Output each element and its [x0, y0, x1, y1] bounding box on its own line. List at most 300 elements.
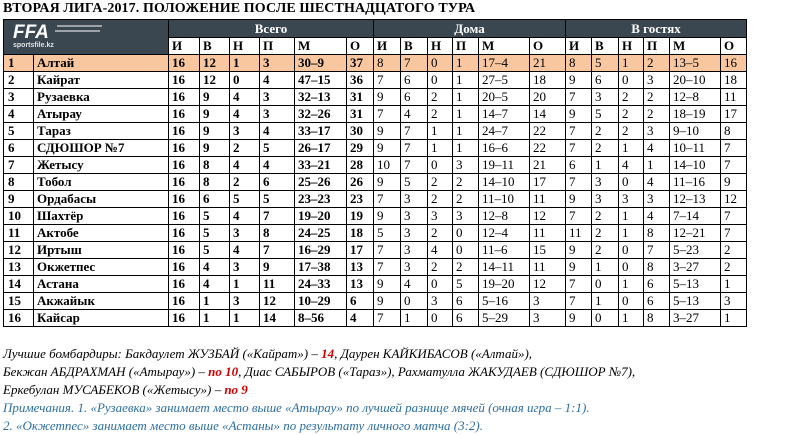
away-stat-cell: 0 [619, 242, 644, 259]
table-row [4, 259, 747, 276]
total-stat-cell: 16 [169, 191, 200, 208]
column-header-home-4: М [479, 38, 530, 55]
home-stat-cell: 21 [530, 55, 566, 72]
page-title: ВТОРАЯ ЛИГА-2017. ПОЛОЖЕНИЕ ПОСЛЕ ШЕСТНАДЦАТОГО ТУРА [3, 1, 476, 16]
home-stat-cell: 24–7 [479, 123, 530, 140]
away-stat-cell: 2 [644, 89, 670, 106]
away-stat-cell: 1 [619, 208, 644, 225]
table-row [4, 72, 747, 89]
total-stat-cell: 1 [200, 310, 230, 327]
position-cell: 14 [4, 276, 34, 293]
away-stat-cell: 18–19 [670, 106, 721, 123]
total-stat-cell: 7 [260, 242, 295, 259]
away-stat-cell: 0 [619, 72, 644, 89]
team-name-cell: Жетысу [34, 157, 169, 174]
away-stat-cell: 9 [566, 242, 592, 259]
team-name-cell: Окжетпес [34, 259, 169, 276]
away-stat-cell: 12–21 [670, 225, 721, 242]
home-stat-cell: 7 [374, 259, 401, 276]
column-header-home-0: И [374, 38, 401, 55]
team-name-cell: Алтай [34, 55, 169, 72]
away-stat-cell: 3 [592, 89, 619, 106]
away-stat-cell: 3 [721, 293, 747, 310]
away-stat-cell: 3 [644, 123, 670, 140]
total-stat-cell: 24–33 [295, 276, 347, 293]
position-cell: 12 [4, 242, 34, 259]
total-stat-cell: 32–13 [295, 89, 347, 106]
home-stat-cell: 6 [453, 310, 479, 327]
total-stat-cell: 13 [347, 259, 374, 276]
total-stat-cell: 13 [347, 276, 374, 293]
table-row [4, 55, 747, 72]
home-stat-cell: 3 [401, 225, 428, 242]
home-stat-cell: 5–29 [479, 310, 530, 327]
table-row [4, 225, 747, 242]
total-stat-cell: 4 [200, 259, 230, 276]
home-stat-cell: 1 [428, 140, 453, 157]
home-stat-cell: 9 [374, 140, 401, 157]
away-stat-cell: 9 [566, 106, 592, 123]
scorers-line-1 [3, 346, 532, 362]
away-stat-cell: 2 [592, 123, 619, 140]
away-stat-cell: 1 [619, 140, 644, 157]
home-stat-cell: 1 [453, 55, 479, 72]
away-stat-cell: 5–13 [670, 276, 721, 293]
home-stat-cell: 0 [453, 225, 479, 242]
away-stat-cell: 7 [721, 208, 747, 225]
home-stat-cell: 0 [428, 276, 453, 293]
table-row [4, 242, 747, 259]
away-stat-cell: 0 [619, 174, 644, 191]
total-stat-cell: 8 [200, 157, 230, 174]
total-stat-cell: 1 [230, 310, 260, 327]
total-stat-cell: 4 [260, 123, 295, 140]
total-stat-cell: 16 [169, 123, 200, 140]
away-stat-cell: 7 [721, 157, 747, 174]
away-stat-cell: 6 [644, 276, 670, 293]
away-stat-cell: 0 [592, 276, 619, 293]
total-stat-cell: 3 [230, 293, 260, 310]
home-stat-cell: 11 [530, 259, 566, 276]
total-stat-cell: 23 [347, 191, 374, 208]
away-stat-cell: 2 [619, 123, 644, 140]
group-home-header: Дома [374, 20, 566, 38]
column-header-total-5: О [347, 38, 374, 55]
away-stat-cell: 1 [592, 157, 619, 174]
total-stat-cell: 2 [230, 174, 260, 191]
column-header-total-2: Н [230, 38, 260, 55]
home-stat-cell: 9 [374, 174, 401, 191]
away-stat-cell: 11 [566, 225, 592, 242]
away-stat-cell: 7 [566, 293, 592, 310]
total-stat-cell: 16 [169, 55, 200, 72]
away-stat-cell: 11 [721, 89, 747, 106]
away-stat-cell: 2 [592, 242, 619, 259]
home-stat-cell: 22 [530, 140, 566, 157]
away-stat-cell: 0 [619, 293, 644, 310]
total-stat-cell: 33–21 [295, 157, 347, 174]
position-cell: 9 [4, 191, 34, 208]
note-1: Примечания. 1. «Рузаевка» занимает место выше «Атырау» по лучшей разнице мячей (очная игра – 1:1). [3, 400, 590, 415]
total-stat-cell: 9 [200, 140, 230, 157]
home-stat-cell: 3 [453, 157, 479, 174]
home-stat-cell: 8 [374, 55, 401, 72]
scorers-line-2 [3, 364, 635, 380]
home-stat-cell: 14–10 [479, 174, 530, 191]
home-stat-cell: 2 [428, 174, 453, 191]
table-row [4, 123, 747, 140]
home-stat-cell: 20–5 [479, 89, 530, 106]
home-stat-cell: 27–5 [479, 72, 530, 89]
total-stat-cell: 3 [260, 89, 295, 106]
home-stat-cell: 3 [530, 293, 566, 310]
team-name-cell: Атырау [34, 106, 169, 123]
goals-count: 14 [321, 346, 335, 361]
away-stat-cell: 7–14 [670, 208, 721, 225]
total-stat-cell: 16 [169, 310, 200, 327]
home-stat-cell: 14 [530, 106, 566, 123]
away-stat-cell: 1 [644, 157, 670, 174]
home-stat-cell: 1 [453, 140, 479, 157]
total-stat-cell: 5 [200, 208, 230, 225]
scorers-text: Еркебулан МУСАБЕКОВ («Жетысу») – [3, 382, 225, 397]
table-row [4, 89, 747, 106]
home-stat-cell: 5–16 [479, 293, 530, 310]
home-stat-cell: 7 [401, 123, 428, 140]
away-stat-cell: 3 [644, 72, 670, 89]
svg-text:sportsfile.kz: sportsfile.kz [13, 42, 54, 49]
total-stat-cell: 24–25 [295, 225, 347, 242]
home-stat-cell: 9 [374, 123, 401, 140]
total-stat-cell: 33–17 [295, 123, 347, 140]
position-cell: 1 [4, 55, 34, 72]
column-header-home-3: П [453, 38, 479, 55]
away-stat-cell: 12–8 [670, 89, 721, 106]
away-stat-cell: 1 [592, 293, 619, 310]
total-stat-cell: 3 [260, 106, 295, 123]
home-stat-cell: 11–10 [479, 191, 530, 208]
home-stat-cell: 6 [453, 293, 479, 310]
away-stat-cell: 17 [721, 106, 747, 123]
away-stat-cell: 7 [644, 242, 670, 259]
table-row [4, 208, 747, 225]
home-stat-cell: 7 [374, 242, 401, 259]
total-stat-cell: 30 [347, 123, 374, 140]
team-name-cell: Кайрат [34, 72, 169, 89]
team-name-cell: Актобе [34, 225, 169, 242]
home-stat-cell: 2 [428, 259, 453, 276]
away-stat-cell: 4 [619, 157, 644, 174]
home-stat-cell: 2 [428, 89, 453, 106]
total-stat-cell: 4 [230, 208, 260, 225]
home-stat-cell: 19–11 [479, 157, 530, 174]
total-stat-cell: 31 [347, 106, 374, 123]
home-stat-cell: 3 [530, 310, 566, 327]
table-row [4, 174, 747, 191]
home-stat-cell: 9 [374, 293, 401, 310]
away-stat-cell: 1 [619, 276, 644, 293]
standings-table [3, 19, 747, 327]
total-stat-cell: 4 [230, 157, 260, 174]
total-stat-cell: 12 [260, 293, 295, 310]
away-stat-cell: 6 [644, 293, 670, 310]
home-stat-cell: 3 [428, 208, 453, 225]
home-stat-cell: 17 [530, 174, 566, 191]
column-header-home-5: О [530, 38, 566, 55]
total-stat-cell: 28 [347, 157, 374, 174]
home-stat-cell: 7 [374, 72, 401, 89]
home-stat-cell: 9 [374, 276, 401, 293]
away-stat-cell: 9 [566, 259, 592, 276]
home-stat-cell: 2 [453, 191, 479, 208]
home-stat-cell: 0 [428, 72, 453, 89]
total-stat-cell: 23–23 [295, 191, 347, 208]
away-stat-cell: 10–11 [670, 140, 721, 157]
away-stat-cell: 5–13 [670, 293, 721, 310]
total-stat-cell: 26–17 [295, 140, 347, 157]
away-stat-cell: 0 [619, 259, 644, 276]
column-header-home-2: Н [428, 38, 453, 55]
total-stat-cell: 12 [200, 55, 230, 72]
total-stat-cell: 5 [230, 191, 260, 208]
home-stat-cell: 21 [530, 157, 566, 174]
away-stat-cell: 1 [619, 225, 644, 242]
home-stat-cell: 10 [374, 157, 401, 174]
total-stat-cell: 2 [230, 140, 260, 157]
home-stat-cell: 4 [428, 242, 453, 259]
total-stat-cell: 4 [200, 276, 230, 293]
away-stat-cell: 7 [566, 276, 592, 293]
total-stat-cell: 16 [169, 242, 200, 259]
home-stat-cell: 2 [428, 225, 453, 242]
note-2: 2. «Окжетпес» занимает место выше «Астаны» по результату личного матча (3:2). [3, 418, 484, 433]
away-stat-cell: 7 [566, 89, 592, 106]
away-stat-cell: 3–27 [670, 310, 721, 327]
away-stat-cell: 1 [721, 310, 747, 327]
column-header-away-0: И [566, 38, 592, 55]
home-stat-cell: 1 [428, 123, 453, 140]
total-stat-cell: 16 [169, 225, 200, 242]
total-stat-cell: 1 [230, 55, 260, 72]
total-stat-cell: 16 [169, 157, 200, 174]
away-stat-cell: 2 [619, 89, 644, 106]
group-total-header: Всего [169, 20, 374, 38]
scorers-text: Лучшие бомбардиры: Бакдаулет ЖУЗБАЙ («Кайрат») – [3, 346, 322, 361]
team-name-cell: Тобол [34, 174, 169, 191]
column-header-away-1: В [592, 38, 619, 55]
away-stat-cell: 0 [592, 310, 619, 327]
column-header-total-0: И [169, 38, 200, 55]
away-stat-cell: 2 [644, 106, 670, 123]
total-stat-cell: 16 [169, 208, 200, 225]
away-stat-cell: 3 [592, 174, 619, 191]
away-stat-cell: 8 [644, 310, 670, 327]
away-stat-cell: 1 [619, 310, 644, 327]
total-stat-cell: 5 [260, 140, 295, 157]
away-stat-cell: 5 [592, 106, 619, 123]
total-stat-cell: 16 [169, 259, 200, 276]
team-name-cell: СДЮШОР №7 [34, 140, 169, 157]
total-stat-cell: 10–29 [295, 293, 347, 310]
position-cell: 16 [4, 310, 34, 327]
home-stat-cell: 2 [428, 191, 453, 208]
team-name-cell: Акжайык [34, 293, 169, 310]
total-stat-cell: 16–29 [295, 242, 347, 259]
column-header-away-2: Н [619, 38, 644, 55]
scorers-text: , Даурен КАЙКИБАСОВ («Алтай»), [334, 346, 533, 361]
position-cell: 2 [4, 72, 34, 89]
home-stat-cell: 2 [453, 259, 479, 276]
home-stat-cell: 0 [453, 242, 479, 259]
total-stat-cell: 1 [230, 276, 260, 293]
total-stat-cell: 0 [230, 72, 260, 89]
total-stat-cell: 4 [347, 310, 374, 327]
total-stat-cell: 16 [169, 276, 200, 293]
total-stat-cell: 6 [260, 174, 295, 191]
total-stat-cell: 9 [200, 89, 230, 106]
total-stat-cell: 26 [347, 174, 374, 191]
total-stat-cell: 14 [260, 310, 295, 327]
total-stat-cell: 9 [260, 259, 295, 276]
away-stat-cell: 3 [619, 191, 644, 208]
home-stat-cell: 7 [401, 157, 428, 174]
total-stat-cell: 9 [200, 106, 230, 123]
team-name-cell: Кайсар [34, 310, 169, 327]
away-stat-cell: 2 [721, 242, 747, 259]
group-away-header: В гостях [566, 20, 747, 38]
column-header-away-3: П [644, 38, 670, 55]
away-stat-cell: 5 [592, 55, 619, 72]
away-stat-cell: 7 [566, 174, 592, 191]
home-stat-cell: 7 [401, 140, 428, 157]
away-stat-cell: 20–10 [670, 72, 721, 89]
column-header-total-1: В [200, 38, 230, 55]
home-stat-cell: 3 [401, 242, 428, 259]
home-stat-cell: 17–4 [479, 55, 530, 72]
total-stat-cell: 5 [200, 242, 230, 259]
total-stat-cell: 8–56 [295, 310, 347, 327]
away-stat-cell: 3 [592, 191, 619, 208]
away-stat-cell: 1 [721, 276, 747, 293]
home-stat-cell: 18 [530, 72, 566, 89]
total-stat-cell: 4 [230, 106, 260, 123]
total-stat-cell: 16 [169, 89, 200, 106]
away-stat-cell: 2 [592, 140, 619, 157]
away-stat-cell: 13–5 [670, 55, 721, 72]
home-stat-cell: 5 [453, 276, 479, 293]
away-stat-cell: 6 [566, 157, 592, 174]
total-stat-cell: 12 [200, 72, 230, 89]
away-stat-cell: 3–27 [670, 259, 721, 276]
home-stat-cell: 12–4 [479, 225, 530, 242]
total-stat-cell: 32–26 [295, 106, 347, 123]
position-cell: 6 [4, 140, 34, 157]
away-stat-cell: 1 [619, 55, 644, 72]
away-stat-cell: 11–16 [670, 174, 721, 191]
total-stat-cell: 3 [230, 225, 260, 242]
total-stat-cell: 30–9 [295, 55, 347, 72]
home-stat-cell: 3 [401, 208, 428, 225]
away-stat-cell: 7 [721, 140, 747, 157]
away-stat-cell: 7 [721, 225, 747, 242]
home-stat-cell: 5 [401, 174, 428, 191]
column-header-away-4: М [670, 38, 721, 55]
table-row [4, 191, 747, 208]
position-cell: 15 [4, 293, 34, 310]
ffa-logo-icon [7, 20, 107, 50]
away-stat-cell: 5–23 [670, 242, 721, 259]
total-stat-cell: 11 [260, 276, 295, 293]
total-stat-cell: 29 [347, 140, 374, 157]
home-stat-cell: 11–6 [479, 242, 530, 259]
away-stat-cell: 16 [721, 55, 747, 72]
svg-text:FFA: FFA [13, 22, 49, 43]
away-stat-cell: 8 [644, 259, 670, 276]
away-stat-cell: 2 [644, 55, 670, 72]
table-row [4, 310, 747, 327]
goals-count: по 9 [224, 382, 248, 397]
total-stat-cell: 4 [230, 89, 260, 106]
table-row [4, 106, 747, 123]
home-stat-cell: 6 [401, 72, 428, 89]
home-stat-cell: 2 [428, 106, 453, 123]
position-cell: 10 [4, 208, 34, 225]
position-cell: 4 [4, 106, 34, 123]
team-name-cell: Тараз [34, 123, 169, 140]
total-stat-cell: 16 [169, 72, 200, 89]
total-stat-cell: 19 [347, 208, 374, 225]
away-stat-cell: 18 [721, 72, 747, 89]
home-stat-cell: 7 [374, 310, 401, 327]
total-stat-cell: 36 [347, 72, 374, 89]
away-stat-cell: 2 [592, 208, 619, 225]
home-stat-cell: 15 [530, 242, 566, 259]
home-stat-cell: 12 [530, 276, 566, 293]
total-stat-cell: 4 [260, 157, 295, 174]
home-stat-cell: 1 [453, 106, 479, 123]
away-stat-cell: 9 [721, 174, 747, 191]
total-stat-cell: 17–38 [295, 259, 347, 276]
total-stat-cell: 8 [200, 174, 230, 191]
home-stat-cell: 0 [428, 157, 453, 174]
home-stat-cell: 7 [401, 55, 428, 72]
away-stat-cell: 8 [566, 55, 592, 72]
home-stat-cell: 16–6 [479, 140, 530, 157]
total-stat-cell: 4 [260, 72, 295, 89]
team-name-cell: Шахтёр [34, 208, 169, 225]
home-stat-cell: 0 [428, 55, 453, 72]
total-stat-cell: 5 [260, 191, 295, 208]
column-header-away-5: О [721, 38, 747, 55]
home-stat-cell: 11 [530, 191, 566, 208]
home-stat-cell: 3 [453, 208, 479, 225]
away-stat-cell: 2 [721, 259, 747, 276]
position-cell: 8 [4, 174, 34, 191]
away-stat-cell: 14–10 [670, 157, 721, 174]
total-stat-cell: 8 [260, 225, 295, 242]
total-stat-cell: 31 [347, 89, 374, 106]
scorers-text: , Диас САБЫРОВ («Тараз»), Рахматулла ЖАКУДАЕВ (СДЮШОР №7), [238, 364, 636, 379]
home-stat-cell: 3 [401, 259, 428, 276]
home-stat-cell: 9 [374, 208, 401, 225]
away-stat-cell: 8 [721, 123, 747, 140]
home-stat-cell: 1 [453, 123, 479, 140]
position-cell: 13 [4, 259, 34, 276]
scorers-text: Бекжан АБДРАХМАН («Атырау») – [3, 364, 209, 379]
scorers-line-3 [3, 382, 248, 398]
column-header-total-3: П [260, 38, 295, 55]
position-cell: 3 [4, 89, 34, 106]
